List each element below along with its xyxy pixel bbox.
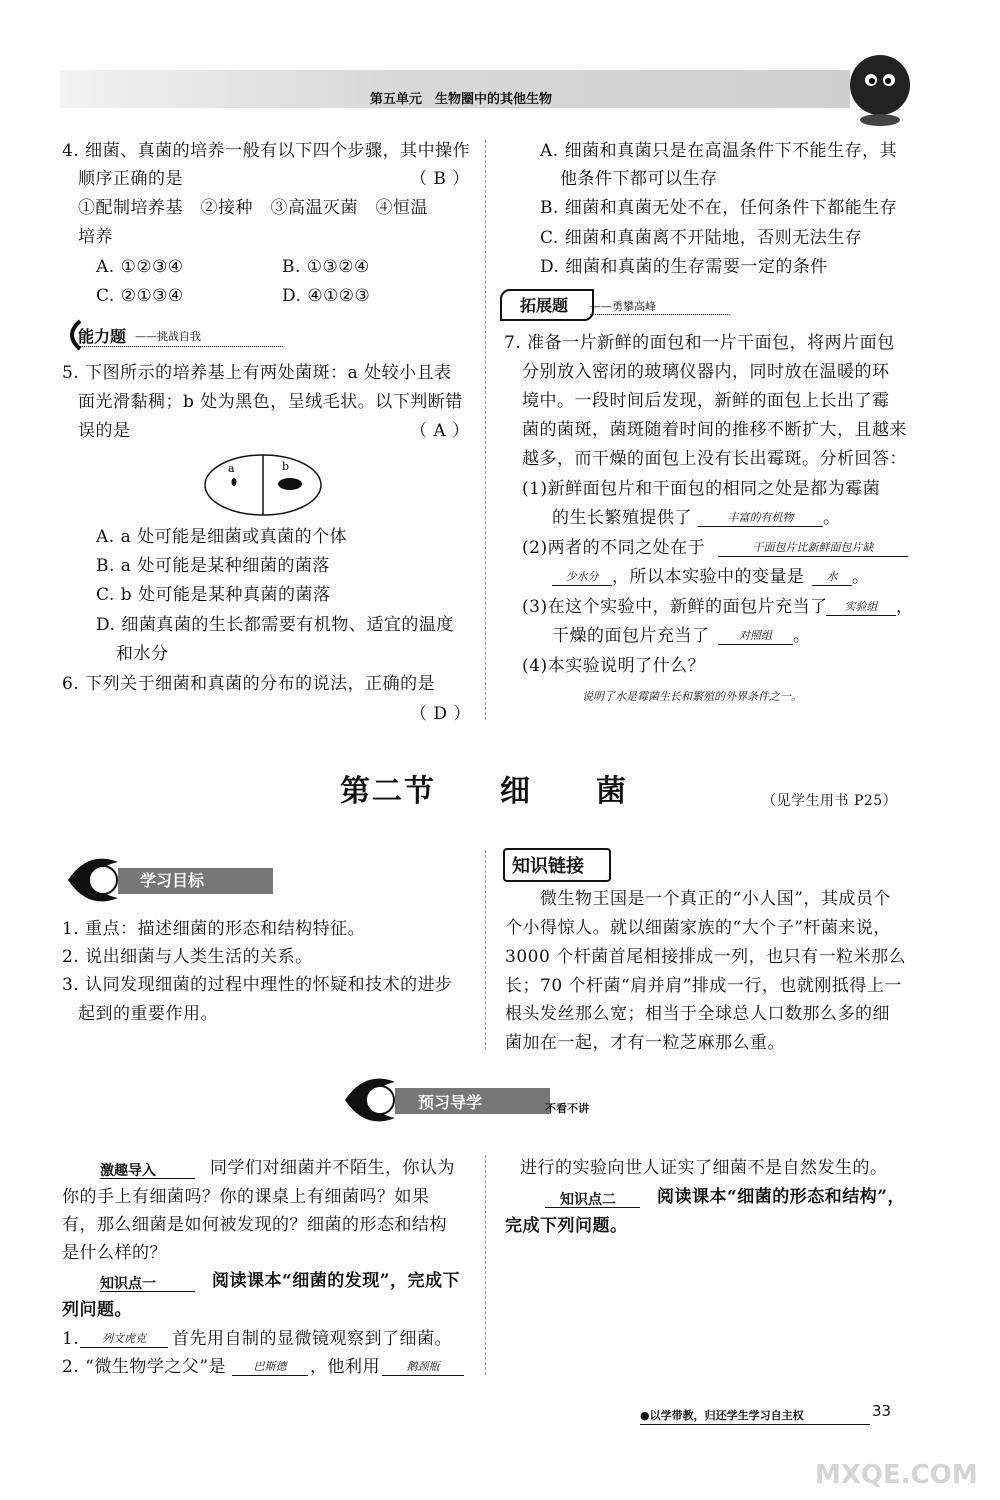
- q4-stem: 顺序正确的是: [78, 169, 183, 189]
- q6-option-c: C. 细菌和真菌离不开陆地，否则无法生存: [540, 228, 863, 248]
- q5-stem: 误的是: [78, 421, 131, 441]
- goal-item: 2. 说出细菌与人类生活的关系。: [62, 947, 313, 967]
- goal-item: 3. 认同发现细菌的过程中理性的怀疑和技术的进步: [62, 975, 453, 995]
- q6-stem: 6. 下列关于细菌和真菌的分布的说法，正确的是: [62, 674, 436, 694]
- kp1-text: 列问题。: [62, 1300, 132, 1320]
- punct: 。: [793, 626, 811, 646]
- watermark: MXQE.COM: [815, 1460, 978, 1490]
- answer-blank: 巴斯德: [232, 1359, 308, 1376]
- kp2-text: 阅读课本“细菌的形态和结构”，: [657, 1187, 906, 1207]
- footer-rule: [640, 1424, 870, 1425]
- answer-blank: 水: [812, 569, 852, 586]
- tag-rule: [100, 1291, 195, 1292]
- knowledge-link-text: 根头发丝那么宽；相当于全球总人口数那么多的细: [505, 1004, 890, 1024]
- preview-title: 预习导学: [418, 1093, 483, 1112]
- q5-answer: （ A ）: [410, 421, 470, 441]
- kp2-text: 完成下列问题。: [505, 1216, 628, 1236]
- section-ref: （见学生用书 P25）: [762, 793, 898, 809]
- kp1-text: 阅读课本“细菌的发现”，完成下: [212, 1271, 461, 1291]
- q7-stem: 菌的菌斑，菌斑随着时间的推移不断扩大，且越来: [522, 420, 907, 440]
- intro-text: 有，那么细菌是如何被发现的？细菌的形态和结构: [62, 1215, 447, 1235]
- answer-blank: 干面包片比新鲜面包片缺: [718, 540, 908, 557]
- goal-item: 1. 重点：描述细菌的形态和结构特征。: [62, 919, 366, 939]
- petri-dish-figure: [200, 450, 330, 520]
- q5-stem: 面光滑黏稠；b 处为黑色，呈绒毛状。以下判断错: [78, 392, 463, 412]
- q7-sub2: ，所以本实验中的变量是: [612, 567, 805, 587]
- knowledge-link-text: 菌加在一起，才有一粒芝麻那么重。: [505, 1033, 785, 1053]
- q5-option-d: 和水分: [116, 644, 169, 664]
- q7-stem: 境中。一段时间后发现，新鲜的面包上长出了霉: [522, 391, 890, 411]
- tag-rule: [100, 1178, 195, 1179]
- q5-option-b: B. a 处可能是某种细菌的菌落: [96, 556, 330, 576]
- intro-text: 你的手上有细菌吗？你的课桌上有细菌吗？如果: [62, 1187, 430, 1207]
- answer-blank: 鹅颈瓶: [382, 1359, 464, 1376]
- q7-stem: 越多，而干燥的面包上没有长出霉斑。分析回答：: [522, 449, 907, 469]
- extend-subtitle: ——勇攀高峰: [590, 300, 656, 313]
- q4-option-b: B. ①③②④: [282, 257, 370, 277]
- q6-answer: （ D ）: [410, 704, 471, 724]
- punct: 。: [823, 508, 841, 528]
- heading-rule: [78, 346, 283, 347]
- footer-motto: ●以学带教，归还学生学习自主权: [640, 1409, 804, 1422]
- q7-sub1: (1)新鲜面包片和干面包的相同之处是都为霉菌: [522, 479, 881, 499]
- goal-item: 起到的重要作用。: [78, 1004, 218, 1024]
- q4-stem: 4. 细菌、真菌的培养一般有以下四个步骤，其中操作: [62, 141, 471, 161]
- answer-blank: 对照组: [718, 628, 793, 645]
- section-title: 第二节 细 菌: [340, 774, 628, 809]
- kp1-tag: 知识点一: [100, 1276, 156, 1292]
- intro-tag: 激趣导入: [100, 1163, 156, 1179]
- answer-blank: 丰富的有机物: [698, 510, 823, 527]
- colony-label-b: b: [282, 460, 290, 473]
- q5-option-a: A. a 处可能是细菌或真菌的个体: [96, 527, 348, 547]
- kp1-item: 首先用自制的显微镜观察到了细菌。: [172, 1329, 452, 1349]
- heading-rule: [590, 314, 730, 315]
- q4-steps: 培养: [78, 227, 113, 247]
- q7-sub4-answer: 说明了水是霉菌生长和繁殖的外界条件之一。: [582, 690, 802, 703]
- kp1-item: ，他利用: [310, 1357, 380, 1377]
- preview-subtitle: 不看不讲: [545, 1102, 589, 1115]
- answer-blank: 少水分: [552, 569, 612, 586]
- q7-stem: 分别放入密闭的玻璃仪器内，同时放在温暖的环: [522, 362, 890, 382]
- q5-stem: 5. 下图所示的培养基上有两处菌斑：a 处较小且表: [62, 363, 452, 383]
- answer-blank: 列文虎克: [80, 1331, 168, 1348]
- ability-subtitle: ——挑战自我: [135, 330, 201, 343]
- kp1-item: 2. “微生物学之父”是: [62, 1357, 227, 1377]
- tag-rule: [545, 1207, 640, 1208]
- extend-title: 拓展题: [520, 296, 569, 315]
- column-divider: [485, 140, 486, 720]
- q4-option-c: C. ②①③④: [96, 286, 184, 306]
- q7-sub3: (3)在这个实验中，新鲜的面包片充当了: [522, 597, 828, 617]
- goals-title: 学习目标: [140, 871, 205, 890]
- unit-title: 第五单元 生物圈中的其他生物: [370, 92, 553, 107]
- q6-option-a: 他条件下都可以生存: [560, 169, 718, 189]
- q4-option-a: A. ①②③④: [96, 257, 184, 277]
- q4-option-d: D. ④①②③: [282, 286, 371, 306]
- q4-answer: （ B ）: [410, 169, 470, 189]
- ability-title: 能力题: [78, 327, 127, 346]
- kp2-tag: 知识点二: [560, 1192, 616, 1208]
- q7-sub1: 的生长繁殖提供了: [552, 508, 692, 528]
- q7-sub2: (2)两者的不同之处在于: [522, 538, 706, 558]
- knowledge-link-text: 3000 个杆菌首尾相接排成一列，也只有一粒米那么: [505, 947, 907, 967]
- page-number: 33: [872, 1402, 892, 1420]
- q7-stem: 7. 准备一片新鲜的面包和一片干面包，将两片面包: [504, 333, 895, 353]
- q4-steps: ①配制培养基 ②接种 ③高温灭菌 ④恒温: [78, 198, 428, 218]
- mascot-icon: [835, 45, 925, 130]
- knowledge-link-text: 微生物王国是一个真正的“小人国”，其成员个: [540, 889, 891, 909]
- colony-label-a: a: [228, 462, 235, 475]
- q7-sub4: (4)本实验说明了什么？: [522, 656, 706, 676]
- q6-option-b: B. 细菌和真菌无处不在，任何条件下都能生存: [540, 198, 898, 218]
- column-divider: [485, 1155, 486, 1375]
- punct: ，: [896, 597, 914, 617]
- kp1-continuation: 进行的实验向世人证实了细菌不是自然发生的。: [520, 1158, 888, 1178]
- punct: 。: [852, 567, 870, 587]
- kp1-item-num: 1.: [62, 1329, 80, 1349]
- knowledge-link-text: 长；70 个杆菌“肩并肩”排成一行，也就刚抵得上一: [505, 976, 902, 996]
- q6-option-d: D. 细菌和真菌的生存需要一定的条件: [540, 257, 828, 277]
- q6-option-a: A. 细菌和真菌只是在高温条件下不能生存，其: [540, 141, 898, 161]
- knowledge-link-title: 知识链接: [512, 856, 584, 877]
- q5-option-d: D. 细菌真菌的生长都需要有机物、适宜的温度: [96, 615, 454, 635]
- intro-text: 同学们对细菌并不陌生，你认为: [210, 1158, 455, 1178]
- knowledge-link-text: 个小得惊人。就以细菌家族的“大个子”杆菌来说，: [505, 918, 891, 938]
- column-divider: [485, 850, 486, 1050]
- q7-sub3: 干燥的面包片充当了: [552, 626, 710, 646]
- q5-option-c: C. b 处可能是某种真菌的菌落: [96, 585, 331, 605]
- intro-text: 是什么样的？: [62, 1243, 167, 1263]
- answer-blank: 实验组: [826, 599, 896, 616]
